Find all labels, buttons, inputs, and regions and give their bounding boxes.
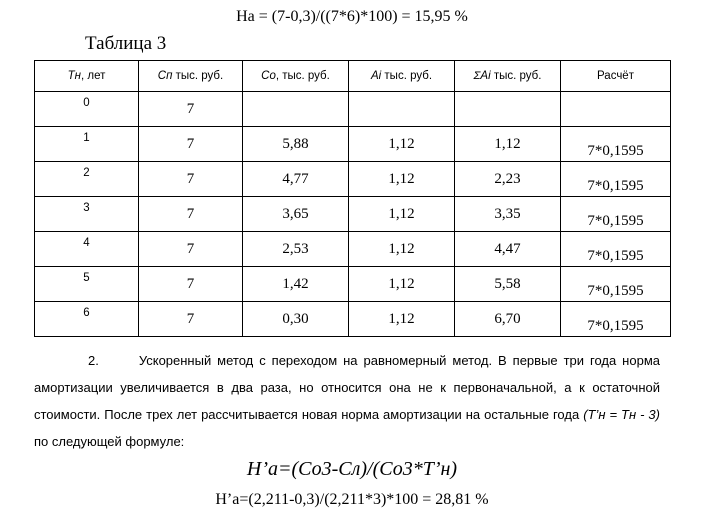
- cell-tn: 5: [35, 267, 139, 302]
- cell-tn: 1: [35, 127, 139, 162]
- cell-sp: 7: [139, 197, 243, 232]
- table-header-row: [35, 61, 671, 92]
- cell-sum-ai: 3,35: [455, 197, 561, 232]
- header-var: Аі: [370, 70, 382, 82]
- cell-sp: 7: [139, 302, 243, 337]
- cell-calc: 7*0,1595: [561, 162, 671, 197]
- cell-sp: 7: [139, 267, 243, 302]
- table-row: [35, 302, 671, 337]
- paragraph-text: Ускоренный метод с переходом на равномерный метод. В первые три года норма амортизации увеличивается в два раза, но относится она не к первоначальной, а к остаточной стоимости. После трех лет рассчитывается новая норма амортизации на остальные года: [34, 353, 660, 422]
- cell-so: 2,53: [243, 232, 349, 267]
- cell-calc: 7*0,1595: [561, 232, 671, 267]
- cell-calc: 7*0,1595: [561, 267, 671, 302]
- cell-sp: 7: [139, 127, 243, 162]
- header-text: , тыс. руб.: [275, 70, 330, 82]
- cell-sum-ai: 5,58: [455, 267, 561, 302]
- table-row: [35, 267, 671, 302]
- cell-sum-ai: 6,70: [455, 302, 561, 337]
- paragraph-number: 2.: [88, 353, 99, 368]
- cell-ai: 1,12: [349, 127, 455, 162]
- cell-calc: 7*0,1595: [561, 127, 671, 162]
- header-text: Расчёт: [597, 70, 634, 82]
- cell-tn: 2: [35, 162, 139, 197]
- header-sp: [139, 61, 243, 92]
- table-row: [35, 127, 671, 162]
- header-calc: [561, 61, 671, 92]
- table-row: [35, 162, 671, 197]
- cell-tn: 4: [35, 232, 139, 267]
- paragraph-text-end: по следующей формуле:: [34, 434, 185, 449]
- table-row: [35, 92, 671, 127]
- cell-calc: [561, 92, 671, 127]
- cell-tn: 3: [35, 197, 139, 232]
- cell-ai: 1,12: [349, 232, 455, 267]
- cell-calc: 7*0,1595: [561, 302, 671, 337]
- cell-sum-ai: 1,12: [455, 127, 561, 162]
- cell-so: 3,65: [243, 197, 349, 232]
- table-row: [35, 197, 671, 232]
- cell-sum-ai: 2,23: [455, 162, 561, 197]
- method-paragraph: [34, 347, 660, 455]
- header-text: тыс. руб.: [381, 70, 433, 82]
- formula-main: Н’а=(Со3-Сл)/(Со3*Т’н): [246, 458, 458, 480]
- header-sum-ai: [455, 61, 561, 92]
- table-caption: Таблица 3: [85, 33, 167, 54]
- cell-tn: 6: [35, 302, 139, 337]
- cell-tn: 0: [35, 92, 139, 127]
- paragraph-italic: (Т’н = Тн - 3): [583, 407, 660, 422]
- header-var: Сп: [157, 70, 173, 82]
- formula-top: На = (7-0,3)/((7*6)*100) = 15,95 %: [236, 8, 468, 25]
- cell-sum-ai: [455, 92, 561, 127]
- table-row: [35, 232, 671, 267]
- cell-so: 4,77: [243, 162, 349, 197]
- header-text: тыс. руб.: [490, 70, 542, 82]
- cell-ai: 1,12: [349, 302, 455, 337]
- cell-sp: 7: [139, 92, 243, 127]
- header-so: [243, 61, 349, 92]
- cell-ai: 1,12: [349, 267, 455, 302]
- formula-calc: Н’а=(2,211-0,3)/(2,211*3)*100 = 28,81 %: [215, 491, 489, 508]
- cell-so: 1,42: [243, 267, 349, 302]
- header-text: , лет: [80, 70, 106, 82]
- cell-so: 5,88: [243, 127, 349, 162]
- header-tn: [35, 61, 139, 92]
- header-var: Тн: [67, 70, 81, 82]
- cell-sp: 7: [139, 232, 243, 267]
- cell-ai: 1,12: [349, 162, 455, 197]
- depreciation-table: [34, 60, 671, 337]
- cell-ai: [349, 92, 455, 127]
- cell-calc: 7*0,1595: [561, 197, 671, 232]
- header-var: Со: [261, 70, 276, 82]
- cell-so: 0,30: [243, 302, 349, 337]
- header-var: ΣАі: [473, 70, 491, 82]
- cell-sum-ai: 4,47: [455, 232, 561, 267]
- cell-sp: 7: [139, 162, 243, 197]
- cell-so: [243, 92, 349, 127]
- cell-ai: 1,12: [349, 197, 455, 232]
- header-text: тыс. руб.: [172, 70, 224, 82]
- header-ai: [349, 61, 455, 92]
